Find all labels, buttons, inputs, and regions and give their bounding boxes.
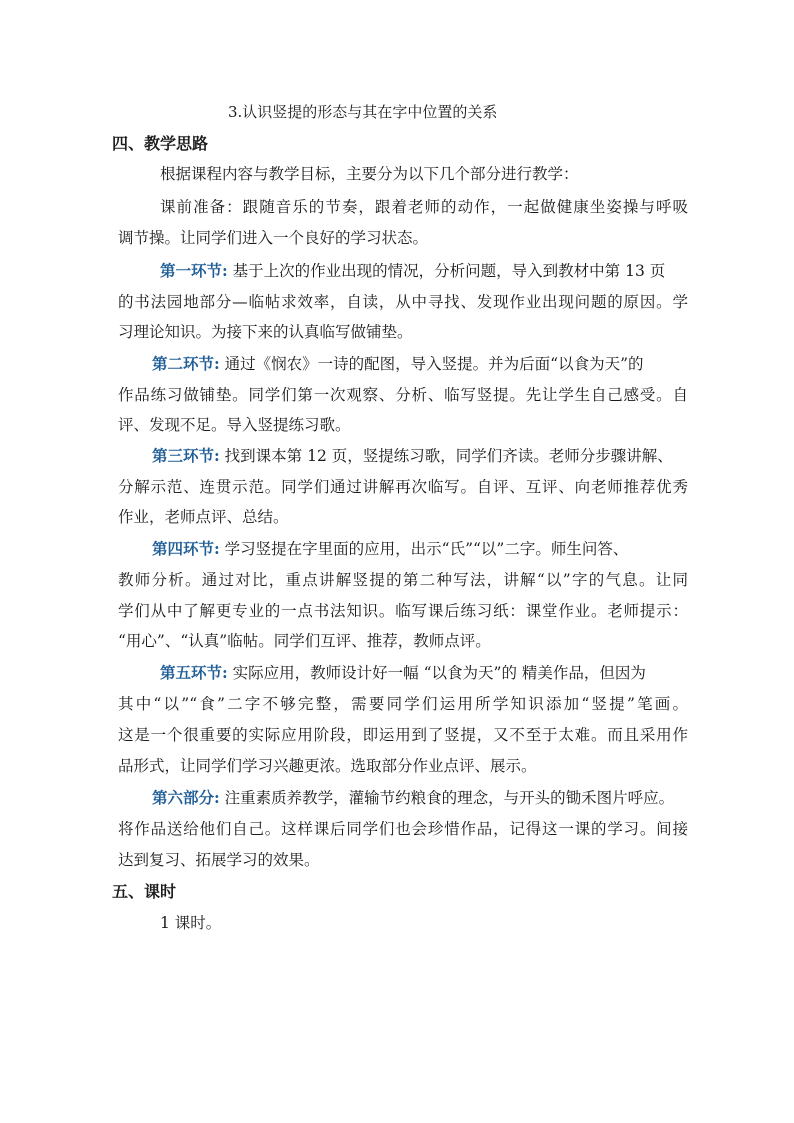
class-hours-text: 1 课时。 [160, 914, 222, 932]
step-4-line-2: 教师分析。通过对比，重点讲解竖提的第二种写法，讲解“以”字的气息。让同 [118, 571, 688, 589]
step-3-label: 第三环节: [152, 446, 220, 465]
step-1-label: 第一环节: [160, 261, 228, 280]
step-5-label: 第五环节: [160, 663, 228, 682]
step-5-line-1: 第五环节: 实际应用，教师设计好一幅 “以食为天”的 精美作品，但因为 [160, 663, 646, 682]
step-6-line-2: 将作品送给他们自己。这样课后同学们也会珍惜作品，记得这一课的学习。间接 [118, 820, 688, 838]
step-1-line-3: 习理论知识。为接下来的认真临写做铺垫。 [118, 323, 413, 341]
step-6-line-1: 第六部分: 注重素质养教学，灌输节约粮食的理念，与开头的锄禾图片呼应。 [152, 788, 675, 807]
step-3-line-2: 分解示范、连贯示范。同学们通过讲解再次临写。自评、互评、向老师推荐优秀 [118, 478, 688, 496]
step-2-label: 第二环节: [152, 354, 220, 373]
step-4-line-3: 学们从中了解更专业的一点书法知识。临写课后练习纸：课堂作业。老师提示： [118, 602, 688, 620]
step-6-line-3: 达到复习、拓展学习的效果。 [118, 851, 320, 869]
step-5-line-3: 这是一个很重要的实际应用阶段，即运用到了竖提，又不至于太难。而且采用作 [118, 726, 688, 744]
step-2-line-1: 第二环节: 通过《悯农》一诗的配图，导入竖提。并为后面“以食为天”的 [152, 354, 644, 373]
step-3-line-1: 第三环节: 找到课本第 12 页，竖提练习歌，同学们齐读。老师分步骤讲解、 [152, 446, 673, 465]
step-6-label: 第六部分: [152, 788, 220, 807]
step-4-label: 第四环节: [152, 539, 220, 558]
subtitle: 3.认识竖提的形态与其在字中位置的关系 [228, 103, 498, 121]
section-heading-teaching-approach: 四、教学思路 [112, 134, 209, 153]
step-5-line-2: 其中“以”“食”二字不够完整，需要同学们运用所学知识添加“竖提”笔画。 [118, 695, 688, 713]
prep-paragraph-line-2: 调节操。让同学们进入一个良好的学习状态。 [118, 229, 429, 247]
step-1-line-2: 的书法园地部分—临帖求效率，自读，从中寻找、发现作业出现问题的原因。学 [118, 293, 688, 311]
prep-paragraph-line-1: 课前准备：跟随音乐的节奏，跟着老师的动作，一起做健康坐姿操与呼吸 [160, 198, 688, 216]
step-2-line-2: 作品练习做铺垫。同学们第一次观察、分析、临写竖提。先让学生自己感受。自 [118, 386, 688, 404]
step-5-line-4: 品形式，让同学们学习兴趣更浓。选取部分作业点评、展示。 [118, 757, 537, 775]
step-3-line-3: 作业，老师点评、总结。 [118, 508, 289, 526]
step-2-line-3: 评、发现不足。导入竖提练习歌。 [118, 416, 351, 434]
step-1-line-1: 第一环节: 基于上次的作业出现的情况，分析问题，导入到教材中第 13 页 [160, 261, 666, 280]
section-heading-class-hours: 五、课时 [112, 882, 177, 901]
step-4-line-4: “用心”、“认真”临帖。同学们互评、推荐，教师点评。 [118, 632, 491, 650]
intro-paragraph: 根据课程内容与教学目标，主要分为以下几个部分进行教学： [160, 165, 579, 183]
step-4-line-1: 第四环节: 学习竖提在字里面的应用，出示“氏”“以”二字。师生问答、 [152, 539, 629, 558]
